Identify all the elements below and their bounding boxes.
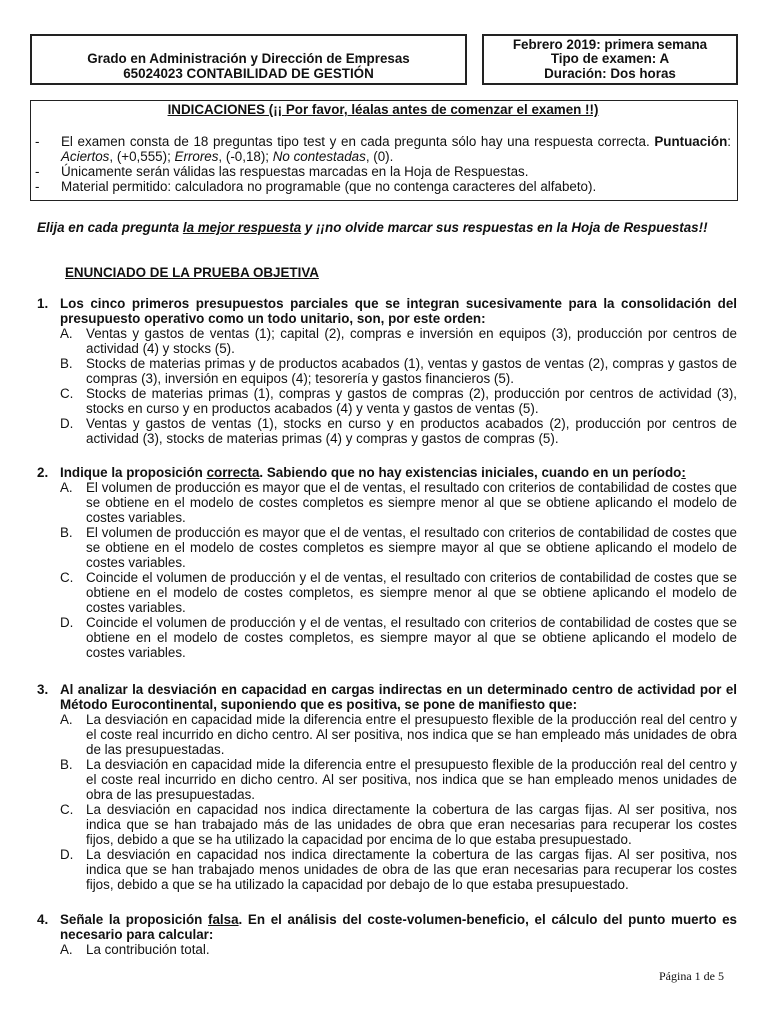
question-number: 3. [37,682,49,697]
question-end-mark: : [681,465,686,480]
instruction-text [61,134,731,164]
blank-value: , (0). [365,149,394,164]
instruction-text: Material permitido: calculadora no programable (que no contenga caracteres del alfabeto). [61,179,597,194]
option-text: Ventas y gastos de ventas (1); capital (2), compras e inversión en equipos (3), producción por centros de actividad (4) y stocks (5). [86,326,737,356]
option-text: El volumen de producción es mayor que el de ventas, el resultado con criterios de contabilidad de costes que se obtiene en el modelo de costes completos es siempre mayor al que se obtiene aplicando el modelo de costes variables. [86,525,737,570]
option-text: La desviación en capacidad mide la diferencia entre el presupuesto flexible de la producción real del centro y el coste real incurrido en dicho centro. Al ser positiva, nos indica que se han empleado más unidades de obra de las presupuestadas. [86,712,737,757]
option-letter: D. [60,615,74,630]
option-a [60,712,737,757]
option-letter: C. [60,570,74,585]
option-text: Ventas y gastos de ventas (1), stocks en curso y en productos acabados (2), producción por centros de actividad (3), stocks de materias primas (4) y compras y gastos de compras (5). [86,416,737,446]
option-letter: A. [60,712,73,727]
bullet-dash: - [35,164,40,179]
question-1 [37,296,737,446]
question-number: 1. [37,296,49,311]
option-text: La desviación en capacidad mide la diferencia entre el presupuesto flexible de la producción real del centro y el coste real incurrido en dicho centro. Al ser positiva, nos indica que se han empleado menos unidades de obra de las presupuestadas. [86,757,737,802]
question-number: 2. [37,465,49,480]
question-text-part: Señale la proposición [60,912,208,927]
question-stem [37,912,737,942]
intro-text [37,220,737,236]
question-text [60,465,737,480]
intro-part: y ¡¡no olvide marcar sus respuestas en la Hoja de Respuestas!! [301,220,708,235]
question-keyword: falsa [208,912,239,927]
course-name: 65024023 CONTABILIDAD DE GESTIÓN [123,65,374,81]
correct-label: Aciertos [61,149,110,164]
exam-info-box [482,34,738,85]
option-a [60,326,737,356]
exam-duration: Duración: Dos horas [544,65,676,81]
question-text: Al analizar la desviación en capacidad en cargas indirectas en un determinado centro de actividad por el Método Eurocontinental, suponiendo que es positiva, se pone de manifiesto que: [60,682,737,712]
option-b [60,356,737,386]
instruction-item [35,134,731,164]
question-4 [37,912,737,957]
exam-session: Febrero 2019: primera semana [512,36,708,52]
option-c [60,802,737,847]
score-label: Puntuación [654,134,728,149]
instruction-text: Únicamente serán válidas las respuestas marcadas en la Hoja de Respuestas. [61,164,529,179]
instruction-exam-structure: El examen consta de 18 preguntas tipo test y en cada pregunta sólo hay una respuesta correcta. [61,134,650,149]
question-keyword: correcta [206,465,260,480]
score-separator: : [727,134,731,149]
question-stem [37,682,737,712]
bullet-dash: - [35,179,40,194]
intro-underlined: la mejor respuesta [182,220,302,235]
option-text: Stocks de materias primas (1), compras y gastos de compras (2), producción por centros de actividad (3), stocks en curso y en productos acabados (4) y venta y gastos de ventas (5). [86,386,737,416]
blank-label: No contestadas [272,149,366,164]
option-letter: A. [60,480,73,495]
option-letter: A. [60,942,73,957]
degree-name: Grado en Administración y Dirección de Empresas [87,51,410,66]
option-a [60,480,737,525]
option-c [60,570,737,615]
question-stem [37,296,737,326]
option-letter: B. [60,757,73,772]
question-stem [37,465,737,480]
option-c [60,386,737,416]
question-number: 4. [37,912,49,927]
option-d [60,416,737,446]
option-d [60,615,737,660]
option-text: Stocks de materias primas y de productos acabados (1), ventas y gastos de ventas (2), compras y gastos de compras (3), inversión en equipos (4); tesorería y gastos financieros (5). [86,356,737,386]
question-text: Los cinco primeros presupuestos parciales que se integran sucesivamente para la consolidación del presupuesto operativo como un todo unitario, son, por este orden: [60,296,737,326]
course-header-box [30,34,467,85]
question-text-part: Indique la proposición [60,465,207,480]
page-number: Página 1 de 5 [659,969,724,983]
option-b [60,525,737,570]
option-letter: B. [60,525,73,540]
question-3 [37,682,737,892]
option-letter: C. [60,386,74,401]
option-text: La desviación en capacidad nos indica directamente la cobertura de las cargas fijas. Al ser positiva, nos indica que se han trabajado menos unidades de obra de las que eran necesarias para recuperar los costes fijos, debido a que se ha utilizado la capacidad por debajo de lo que estaba presupuestado. [86,847,737,892]
option-text: La desviación en capacidad nos indica directamente la cobertura de las cargas fijas. Al ser positiva, nos indica que se han trabajado más de las unidades de obra que eran necesarias para recuperar los costes fijos, debido a que se ha utilizado la capacidad por encima de lo que estaba presupuestado. [86,802,737,847]
question-text [60,912,737,942]
section-title: ENUNCIADO DE LA PRUEBA OBJETIVA [65,265,319,280]
intro-part: Elija en cada pregunta [37,220,183,235]
option-letter: D. [60,847,74,862]
option-a [60,942,737,957]
option-text: Coincide el volumen de producción y el de ventas, el resultado con criterios de contabilidad de costes que se obtiene en el modelo de costes completos, es siempre menor al que se obtiene aplicando el modelo de costes variables. [86,570,737,615]
option-letter: D. [60,416,74,431]
instruction-item [35,179,731,194]
instructions-title: INDICACIONES (¡¡ Por favor, léalas antes de comenzar el examen !!) [167,102,599,117]
instructions-box [30,100,738,201]
option-b [60,757,737,802]
instruction-item [35,164,731,179]
option-letter: B. [60,356,73,371]
errors-value: , (-0,18); [218,149,273,164]
option-d [60,847,737,892]
option-text: El volumen de producción es mayor que el de ventas, el resultado con criterios de contabilidad de costes que se obtiene en el modelo de costes completos es siempre menor al que se obtiene aplicando el modelo de costes variables. [86,480,737,525]
option-letter: C. [60,802,74,817]
option-letter: A. [60,326,73,341]
errors-label: Errores [174,149,219,164]
exam-type: Tipo de examen: A [550,51,670,67]
question-2 [37,465,737,660]
option-text: Coincide el volumen de producción y el de ventas, el resultado con criterios de contabilidad de costes que se obtiene en el modelo de costes completos, es siempre mayor al que se obtiene aplicando el modelo de costes variables. [86,615,737,660]
question-text-part: . En el análisis del coste-volumen-beneficio, el cálculo del punto muerto es necesario para calcular: [60,912,737,942]
bullet-dash: - [35,134,40,149]
correct-value: , (+0,555); [109,149,175,164]
option-text: La contribución total. [86,942,210,957]
question-text-part: . Sabiendo que no hay existencias iniciales, cuando en un período [259,465,682,480]
